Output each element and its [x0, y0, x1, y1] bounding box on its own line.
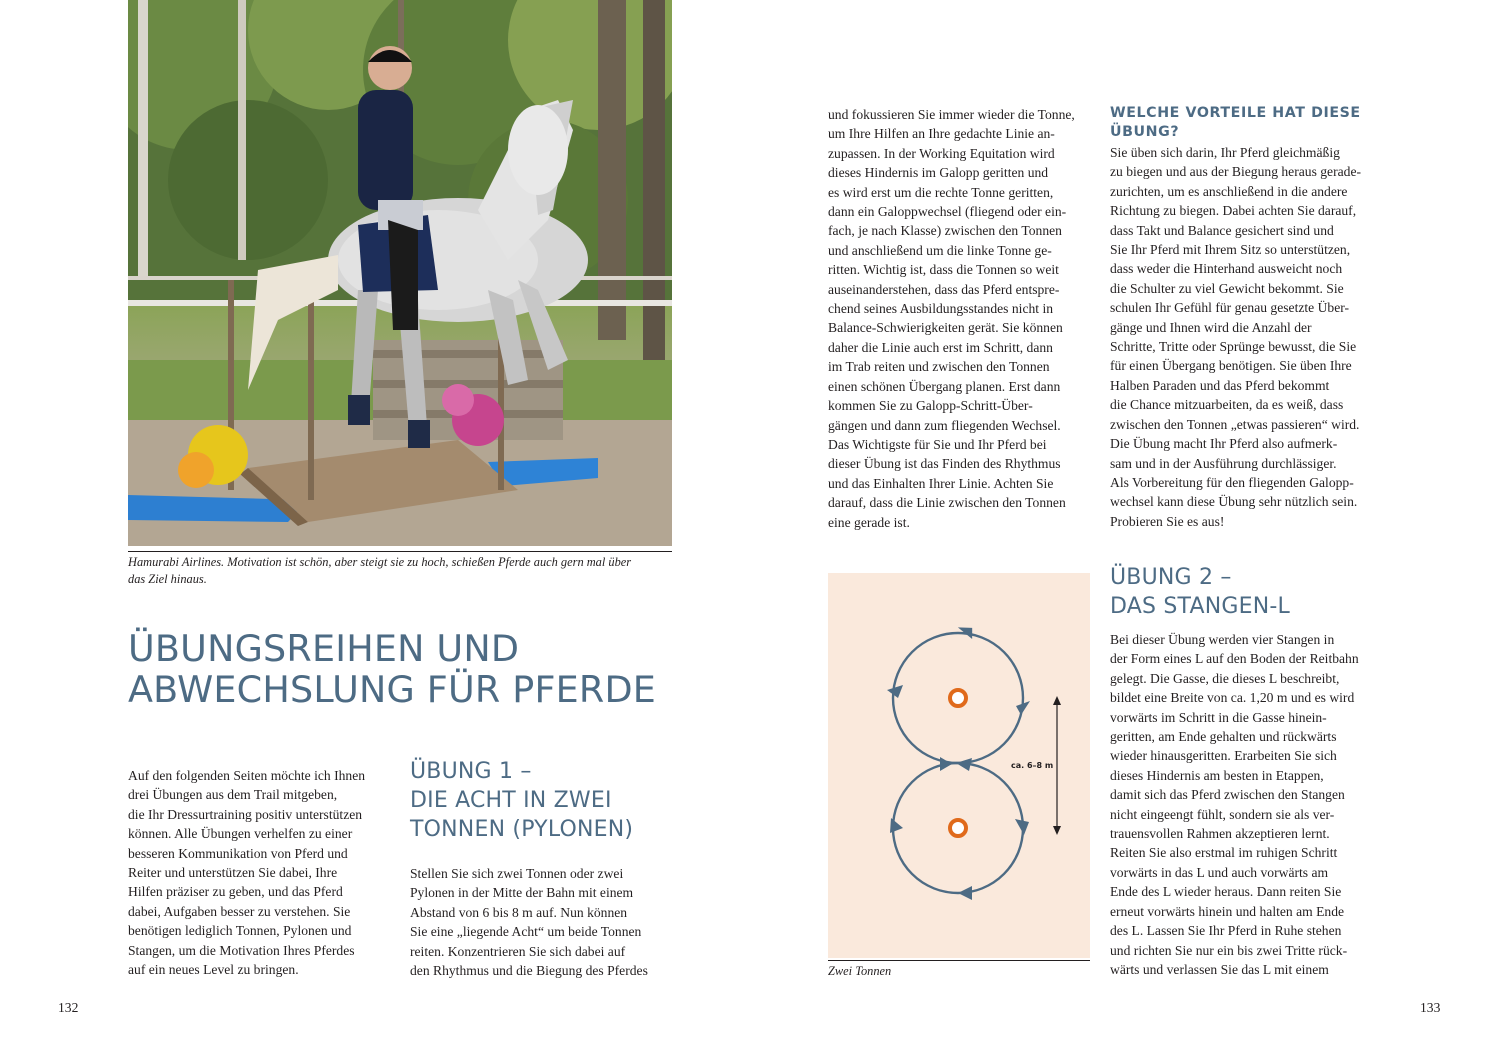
diagram-caption-rule	[828, 960, 1090, 961]
text-line: Als Vorbereitung für den fliegenden Galopp-	[1110, 474, 1354, 490]
text-line: vorwärts im Schritt in die Gasse hinein-	[1110, 709, 1327, 725]
heading-line: WELCHE VORTEILE HAT DIESE	[1110, 105, 1361, 121]
text-line: dieses Hindernis am besten in Etappen,	[1110, 767, 1324, 783]
text-line: erneut vorwärts hinein und halten am Ende	[1110, 903, 1345, 919]
text-line: Probieren Sie es aus!	[1110, 513, 1225, 529]
heading-line: TONNEN (PYLONEN)	[410, 817, 634, 842]
figure-eight-diagram	[828, 573, 1090, 958]
horse-rider-jump-photo-icon	[128, 0, 672, 546]
text-line: vorwärts in das L und auch vorwärts am	[1110, 864, 1329, 880]
middle-column-paragraph	[828, 105, 1090, 532]
text-line: auf ein neues Level zu bringen.	[128, 962, 299, 978]
text-line: es wird erst um die rechte Tonne geritten,	[828, 184, 1054, 200]
text-line: Bei dieser Übung werden vier Stangen in	[1110, 632, 1335, 647]
text-line: ritten. Wichtig ist, dass die Tonnen so weit	[828, 262, 1059, 278]
text-line: besseren Kommunikation von Pferd und	[128, 845, 348, 861]
text-line: benötigen lediglich Tonnen, Pylonen und	[128, 923, 352, 939]
text-line: einen schönen Übergang planen. Erst dann	[828, 378, 1061, 394]
text-line: eine gerade ist.	[828, 514, 910, 530]
text-line: Reiter und unterstützen Sie dabei, Ihre	[128, 865, 338, 881]
text-line: auseinanderstehen, dass das Pferd entspre-	[828, 281, 1060, 297]
distance-label: ca. 6–8 m	[1011, 761, 1054, 770]
caption-line: das Ziel hinaus.	[128, 572, 207, 586]
text-line: Stangen, um die Motivation Ihres Pferdes	[128, 942, 355, 958]
page-number-right: 133	[1420, 1000, 1441, 1015]
horse-jump-photo	[128, 0, 672, 546]
text-line: daher die Linie auch erst im Schritt, dann	[828, 339, 1053, 355]
text-line: Das Wichtigste für Sie und Ihr Pferd bei	[828, 436, 1047, 452]
text-line: Schritte, Tritte oder Sprünge bewusst, die Sie	[1110, 339, 1357, 355]
text-line: kommen Sie zu Galopp-Schritt-Über-	[828, 398, 1033, 414]
text-line: können. Alle Übungen verhelfen zu einer	[128, 826, 353, 842]
text-line: zu biegen und aus der Biegung heraus gerade-	[1110, 164, 1362, 180]
text-line: fach, je nach Klasse) zwischen den Tonnen	[828, 223, 1062, 239]
text-line: für einen Übergang benötigen. Sie üben Ihre	[1110, 358, 1352, 374]
text-line: Sie eine „liegende Acht“ um beide Tonnen	[410, 924, 642, 940]
main-title	[128, 628, 688, 710]
text-line: dieses Hindernis im Galopp geritten und	[828, 165, 1049, 181]
text-line: im Trab reiten und zwischen den Tonnen	[828, 359, 1050, 375]
main-title-line: ABWECHSLUNG FÜR PFERDE	[128, 668, 657, 711]
exercise2-heading	[1110, 563, 1380, 621]
text-line: Sie Ihr Pferd mit Ihrem Sitz so unterstützen,	[1110, 242, 1351, 258]
text-line: Sie üben sich darin, Ihr Pferd gleichmäßig	[1110, 145, 1340, 160]
text-line: nicht eingeengt fühlt, sondern sie als ver-	[1110, 806, 1335, 822]
text-line: dabei, Aufgaben besser zu verstehen. Sie	[128, 903, 351, 919]
figure-eight-icon	[828, 573, 1090, 958]
text-line: chend seines Ausbildungsstandes nicht in	[828, 301, 1054, 317]
text-line: dass weder die Hinterhand ausweicht noch	[1110, 261, 1343, 277]
text-line: und richten Sie nur ein bis zwei Tritte rück-	[1110, 942, 1348, 958]
text-line: Auf den folgenden Seiten möchte ich Ihnen	[128, 768, 366, 783]
heading-line: DAS STANGEN-L	[1110, 594, 1290, 619]
text-line: die Ihr Dressurtraining positiv unterstützen	[128, 806, 363, 822]
text-line: um Ihre Hilfen an Ihre gedachte Linie an-	[828, 126, 1055, 142]
text-line: und das Einhalten Ihrer Linie. Achten Sie	[828, 475, 1054, 491]
exercise1-paragraph	[410, 864, 672, 980]
text-line: den Rhythmus und die Biegung des Pferdes	[410, 963, 648, 979]
text-line: schulen Ihr Gefühl für genau gesetzte Über-	[1110, 300, 1350, 316]
text-line: zupassen. In der Working Equitation wird	[828, 145, 1055, 161]
text-line: Hilfen präziser zu geben, und das Pferd	[128, 884, 343, 900]
page-number-left: 132	[58, 1000, 79, 1015]
heading-line: DIE ACHT IN ZWEI	[410, 788, 612, 813]
text-line: darauf, dass die Linie zwischen den Tonnen	[828, 495, 1066, 511]
caption-line: Hamurabi Airlines. Motivation ist schön, aber steigt sie zu hoch, schießen Pferde auch gern mal über	[128, 555, 632, 569]
photo-caption-rule	[128, 551, 672, 552]
text-line: reiten. Konzentrieren Sie sich dabei auf	[410, 943, 626, 959]
exercise2-paragraph	[1110, 630, 1372, 979]
exercise1-heading	[410, 757, 680, 844]
text-line: zwischen den Tonnen „etwas passieren“ wird.	[1110, 416, 1360, 432]
text-line: drei Übungen aus dem Trail mitgeben,	[128, 787, 338, 803]
intro-paragraph	[128, 766, 390, 979]
photo-caption	[128, 554, 672, 588]
text-line: Balance-Schwierigkeiten gerät. Sie können	[828, 320, 1063, 336]
text-line: dass Takt und Balance gesichert sind und	[1110, 222, 1334, 238]
heading-line: ÜBUNG 1 –	[410, 759, 532, 784]
advantages-heading	[1110, 104, 1372, 142]
text-line: Reiten Sie also erstmal im ruhigen Schritt	[1110, 845, 1338, 861]
text-line: bildet eine Breite von ca. 1,20 m und es wird	[1110, 690, 1355, 706]
diagram-caption: Zwei Tonnen	[828, 964, 892, 978]
text-line: dieser Übung ist das Finden des Rhythmus	[828, 456, 1061, 472]
text-line: die Schulter zu viel Gewicht bekommt. Sie	[1110, 280, 1344, 296]
text-line: Abstand von 6 bis 8 m auf. Nun können	[410, 904, 628, 920]
text-line: damit sich das Pferd zwischen den Stangen	[1110, 787, 1345, 803]
text-line: geritten, am Ende gehalten und rückwärts	[1110, 729, 1337, 745]
text-line: der Form eines L auf den Boden der Reitbahn	[1110, 651, 1359, 667]
heading-line: ÜBUNG 2 –	[1110, 565, 1232, 590]
text-line: Halben Paraden und das Pferd bekommt	[1110, 377, 1330, 393]
text-line: und fokussieren Sie immer wieder die Tonne,	[828, 107, 1075, 122]
text-line: wechsel kann diese Übung sehr nützlich sein.	[1110, 494, 1358, 510]
text-line: wärts und verlassen Sie das L mit einem	[1110, 961, 1329, 977]
text-line: die Chance mitzuarbeiten, da es weiß, dass	[1110, 397, 1344, 413]
advantages-paragraph	[1110, 143, 1372, 531]
text-line: Richtung zu biegen. Dabei achten Sie darauf,	[1110, 203, 1357, 219]
text-line: und anschließend um die linke Tonne ge-	[828, 242, 1052, 258]
text-line: gänge und Ihnen wird die Anzahl der	[1110, 319, 1312, 335]
text-line: zurichten, um es anschließend in die andere	[1110, 183, 1348, 199]
text-line: gängen und dann zum fliegenden Wechsel.	[828, 417, 1061, 433]
text-line: des L. Lassen Sie Ihr Pferd in Ruhe stehen	[1110, 923, 1342, 939]
text-line: dann ein Galoppwechsel (fliegend oder ein-	[828, 204, 1067, 220]
text-line: Die Übung macht Ihr Pferd also aufmerk-	[1110, 436, 1338, 452]
text-line: Stellen Sie sich zwei Tonnen oder zwei	[410, 866, 624, 881]
heading-line: ÜBUNG?	[1110, 124, 1180, 140]
text-line: wieder hinausgeritten. Erarbeiten Sie sich	[1110, 748, 1337, 764]
text-line: Pylonen in der Mitte der Bahn mit einem	[410, 885, 634, 901]
main-title-line: ÜBUNGSREIHEN UND	[128, 627, 520, 670]
text-line: sam und in der Ausführung durchlässiger.	[1110, 455, 1337, 471]
text-line: trauensvollen Rahmen akzeptieren lernt.	[1110, 826, 1330, 842]
text-line: Ende des L wieder heraus. Dann reiten Sie	[1110, 884, 1342, 900]
text-line: gelegt. Die Gasse, die dieses L beschreibt,	[1110, 670, 1340, 686]
